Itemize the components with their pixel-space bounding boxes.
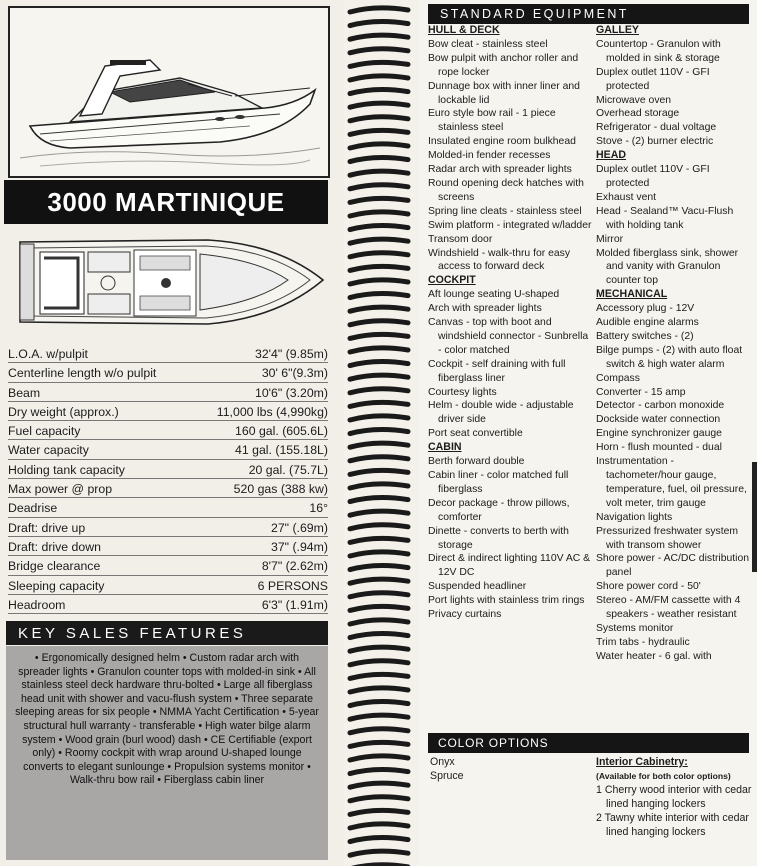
spec-row [8,518,328,537]
equipment-item [428,316,592,358]
key-sales-features-header: KEY SALES FEATURES [6,621,328,645]
equipment-item [596,233,752,247]
equipment-item [428,358,592,386]
equipment-item [428,608,592,622]
interior-cabinetry-title: Interior Cabinetry: [596,756,688,768]
equipment-item-text: Port seat convertible [428,428,523,440]
spec-value: 27" (.69m) [271,520,328,535]
equipment-item [596,163,752,191]
binding-coil [350,35,408,39]
section-heading: HEAD [596,149,627,162]
equipment-item-text: Mirror [596,233,624,245]
right-page [418,0,757,866]
spec-label: Holding tank capacity [8,462,125,477]
interior-cabinetry [596,756,752,839]
equipment-item-text: Transom door [428,233,493,245]
binding-coil [350,443,408,447]
spec-row [8,383,328,402]
equipment-item [428,455,592,469]
binding-coil [350,239,408,243]
model-title: 3000 MARTINIQUE [4,180,328,224]
spec-label: Draft: drive down [8,539,101,554]
binding-coil [350,158,408,162]
deck-plan-diagram [8,230,330,334]
equipment-item-text: Bilge pumps - (2) with auto float switch & high water alarm [596,344,743,370]
equipment-item [596,66,752,94]
binding-coil [350,22,408,26]
binding-coil [350,674,408,678]
equipment-item [428,497,592,525]
equipment-item-text: Bow pulpit with anchor roller and rope locker [428,52,579,78]
spec-row [8,537,328,556]
binding-coil [350,742,408,746]
section-heading: CABIN [428,441,462,454]
binding-coil [350,375,408,379]
equipment-item [428,149,592,163]
spec-value: 10'6" (3.20m) [254,385,328,400]
interior-option: 1 Cherry wood interior with cedar lined hanging lockers [596,783,752,810]
binding-coil [350,103,408,107]
equipment-item-text: Euro style bow rail - 1 piece stainless steel [428,108,556,134]
equipment-item-text: Molded-in fender recesses [428,150,551,162]
equipment-item-text: Dunnage box with inner liner and lockable lid [428,80,580,106]
spec-value: 32'4" (9.85m) [254,347,328,361]
spec-value: 6'3" (1.91m) [261,597,328,612]
spec-row [8,460,328,479]
equipment-item [428,594,592,608]
equipment-item-text: Radar arch with spreader lights [428,164,572,176]
equipment-item [428,302,592,316]
binding-coil [350,307,408,311]
equipment-item-text: Trim tabs - hydraulic [596,636,690,648]
spec-value: 30' 6"(9.3m) [261,366,328,381]
binding-coil [350,402,408,406]
binding-coil [350,824,408,828]
binding-coil [350,62,408,66]
equipment-item [596,622,752,636]
equipment-item-text: Instrumentation - tachometer/hour gauge, temperature, fuel, oil pressure, volt meter, trim gauge [596,456,747,509]
binding-coil [350,634,408,638]
binding-coil [350,810,408,814]
equipment-item [428,205,592,219]
binding-coil [350,144,408,148]
binding-coil [350,348,408,352]
binding-coil [350,715,408,719]
equipment-item-text: Engine synchronizer gauge [596,428,722,440]
equipment-item-text: Berth forward double [428,456,525,468]
equipment-item-text: Arch with spreader lights [428,303,542,315]
boat-illustration [8,6,330,178]
spec-value: 8'7" (2.62m) [261,559,328,574]
equipment-item-text: Stove - (2) burner electric [596,136,714,148]
equipment-item-text: Canvas - top with boot and windshield connector - Sunbrella - color matched [428,317,589,356]
binding-coil [350,8,408,12]
equipment-item [428,525,592,553]
equipment-item [428,52,592,80]
spec-value: 41 gal. (155.18L) [235,443,328,458]
equipment-item-text: Refrigerator - dual voltage [596,122,717,134]
equipment-item [596,372,752,386]
binding-coil [350,606,408,610]
spec-row [8,440,328,459]
page-edge-tab [752,462,757,572]
equipment-item-text: Head - Sealand™ Vacu-Flush with holding tank [596,205,734,231]
equipment-item [428,163,592,177]
equipment-item-text: Cockpit - self draining with full fiberglass liner [428,358,566,384]
binding-coil [350,661,408,665]
equipment-item [596,316,752,330]
equipment-item [596,94,752,108]
equipment-item [596,650,752,664]
binding-coil [350,620,408,624]
equipment-item [428,107,592,135]
binding-coil [350,498,408,502]
spec-label: Max power @ prop [8,482,113,497]
equipment-item [596,247,752,289]
binding-coil [350,253,408,257]
equipment-item-text: Swim platform - integrated w/ladder [428,219,592,231]
binding-coil [350,702,408,706]
equipment-item-text: Pressurized freshwater system with transom shower [596,525,739,551]
equipment-item [596,386,752,400]
equipment-item [596,191,752,205]
equipment-item-text: Dinette - converts to berth with storage [428,525,569,551]
spec-label: Deadrise [8,501,58,516]
spec-label: L.O.A. w/pulpit [8,347,88,361]
left-page [0,0,344,866]
equipment-item [596,399,752,413]
binding-coil [350,117,408,121]
equipment-item-text: Detector - carbon monoxide [596,400,725,412]
equipment-item-text: Shore power - AC/DC distribution panel [596,553,750,579]
equipment-item [428,386,592,400]
equipment-column-right [596,24,752,664]
equipment-item-text: Insulated engine room bulkhead [428,136,576,148]
binding-coil [350,797,408,801]
binding-coil [350,525,408,529]
equipment-item [428,38,592,52]
spec-row [8,498,328,517]
equipment-item-text: Duplex outlet 110V - GFI protected [596,164,710,189]
equipment-item [596,302,752,316]
binding-coil [350,226,408,230]
spec-label: Headroom [8,597,66,612]
binding-coil [350,552,408,556]
equipment-item-text: Courtesy lights [428,386,497,398]
equipment-item-text: Spring line cleats - stainless steel [428,205,582,217]
spec-label: Dry weight (approx.) [8,404,119,419]
equipment-item [596,38,752,66]
spiral-binding [346,0,416,866]
specifications-table [8,344,328,614]
binding-coil [350,334,408,338]
spec-label: Beam [8,385,41,400]
equipment-item [596,107,752,121]
spec-label: Draft: drive up [8,520,86,535]
section-heading: MECHANICAL [596,288,668,301]
binding-coil [350,266,408,270]
spec-label: Bridge clearance [8,559,101,574]
equipment-item [596,330,752,344]
binding-coil [350,90,408,94]
equipment-item [596,594,752,622]
section-heading: COCKPIT [428,274,476,287]
binding-coil [350,484,408,488]
equipment-item [428,247,592,275]
equipment-item [596,135,752,149]
binding-coil [350,185,408,189]
spec-value: 16° [309,501,328,516]
equipment-item [428,399,592,427]
spec-row [8,421,328,440]
interior-cabinetry-note: (Available for both color options) [596,770,731,781]
equipment-item-text: Navigation lights [596,511,673,523]
color-option: Onyx [430,756,455,768]
binding-coil [350,838,408,842]
equipment-item [428,288,592,302]
binding-coil [350,756,408,760]
equipment-item-text: Cabin liner - color matched full fiberglass [428,470,569,495]
binding-coil [350,538,408,542]
binding-coil [350,593,408,597]
equipment-item-text: Water heater - 6 gal. with [596,650,712,662]
binding-coil [350,511,408,515]
equipment-item [428,80,592,108]
equipment-item-text: Converter - 15 amp [596,386,686,398]
equipment-item-text: Privacy curtains [428,609,502,621]
binding-coil [350,688,408,692]
equipment-column-left [428,24,592,622]
binding-coil [350,130,408,134]
binding-coil [350,729,408,733]
equipment-item [596,121,752,135]
equipment-item [596,511,752,525]
equipment-item-text: Battery switches - (2) [596,330,694,342]
binding-coil [350,647,408,651]
equipment-item-text: Port lights with stainless trim rings [428,595,585,607]
interior-option: 2 Tawny white interior with cedar lined hanging lockers [596,811,749,838]
equipment-item-text: Duplex outlet 110V - GFI protected [596,66,710,92]
equipment-item [428,552,592,580]
spec-row [8,556,328,575]
binding-coil [350,171,408,175]
section-heading: HULL & DECK [428,24,500,36]
spec-row [8,595,328,614]
equipment-item [428,233,592,247]
equipment-item-text: Overhead storage [596,108,680,120]
binding-coil [350,770,408,774]
equipment-item [596,580,752,594]
spec-row [8,576,328,595]
equipment-item [596,441,752,455]
spec-row [8,479,328,498]
equipment-item-text: Helm - double wide - adjustable driver side [428,400,574,426]
spec-value: 11,000 lbs (4,990kg) [216,404,328,419]
equipment-item-text: Bow cleat - stainless steel [428,38,548,50]
binding-coil [350,566,408,570]
binding-coil [350,76,408,80]
equipment-item [428,580,592,594]
spec-row [8,363,328,382]
equipment-item [596,525,752,553]
equipment-item-text: Accessory plug - 12V [596,303,695,315]
equipment-item-text: Stereo - AM/FM cassette with 4 speakers - weather resistant [596,595,741,621]
equipment-item-text: Aft lounge seating U-shaped [428,289,560,301]
spec-value: 20 gal. (75.7L) [248,462,328,477]
color-options-header: COLOR OPTIONS [428,733,749,753]
spec-label: Sleeping capacity [8,578,105,593]
spec-label: Fuel capacity [8,424,81,439]
binding-coil [350,362,408,366]
standard-equipment-header: STANDARD EQUIPMENT [428,4,749,24]
spec-value: 160 gal. (605.6L) [235,424,328,439]
spec-row [8,344,328,363]
equipment-item-text: Countertop - Granulon with molded in sink & storage [596,38,721,64]
equipment-item-text: Suspended headliner [428,581,527,593]
spec-value: 37" (.94m) [271,539,328,554]
spec-value: 520 gas (388 kw) [233,482,328,497]
binding-coil [350,457,408,461]
binding-coil [350,294,408,298]
binding-coil [350,430,408,434]
equipment-item-text: Systems monitor [596,622,674,634]
binding-coil [350,416,408,420]
equipment-item-text: Dockside water connection [596,414,721,426]
equipment-item [428,219,592,233]
binding-coil [350,851,408,855]
spec-label: Water capacity [8,443,89,458]
spec-row [8,402,328,421]
binding-coil [350,49,408,53]
binding-coil [350,389,408,393]
binding-coil [350,321,408,325]
equipment-item-text: Round opening deck hatches with screens [428,177,584,203]
equipment-item [596,205,752,233]
equipment-item [428,469,592,497]
section-heading: GALLEY [596,24,639,36]
binding-coil [350,470,408,474]
equipment-item [428,135,592,149]
key-sales-features-text: • Ergonomically designed helm • Custom radar arch with spreader lights • Granulon counter tops with molded-in sink • All stainless steel deck hardware thru-bolted • Large all fiberglass head unit with shower and vacu-flush system • Three separate sleeping areas for six people • NMMA Yacht Certification • 5-year structural hull warranty - transferable • High water bilge alarm system • Wood grain (burl wood) dash • CE Certifiable (export only) • Roomy cockpit with wrap around U-shaped lounge converts to elegant sunlounge • Propulsion systems monitor • Walk-thru bow rail • Fiberglass cabin liner [6,646,328,860]
equipment-item [428,177,592,205]
binding-coil [350,212,408,216]
binding-coil [350,280,408,284]
equipment-item-text: Compass [596,372,640,384]
equipment-item-text: Windshield - walk-thru for easy access to forward deck [428,247,571,273]
equipment-item-text: Decor package - throw pillows, comforter [428,497,570,523]
binding-coil [350,783,408,787]
equipment-item-text: Microwave oven [596,94,672,106]
spec-value: 6 PERSONS [257,578,328,593]
spec-label: Centerline length w/o pulpit [8,366,157,381]
equipment-item [596,344,752,372]
equipment-item-text: Molded fiberglass sink, shower and vanity with Granulon counter top [596,247,739,287]
equipment-item [428,427,592,441]
equipment-item [596,552,752,580]
equipment-item-text: Horn - flush mounted - dual [596,442,722,454]
equipment-item [596,636,752,650]
equipment-item [596,413,752,427]
equipment-item-text: Shore power cord - 50' [596,581,701,593]
binding-coil [350,198,408,202]
equipment-item-text: Exhaust vent [596,191,657,203]
equipment-item-text: Direct & indirect lighting 110V AC & 12V DC [428,553,591,579]
binding-coil [350,579,408,583]
equipment-item [596,455,752,511]
color-list [430,756,464,784]
color-option: Spruce [430,769,464,782]
equipment-item [596,427,752,441]
equipment-item-text: Audible engine alarms [596,317,699,329]
